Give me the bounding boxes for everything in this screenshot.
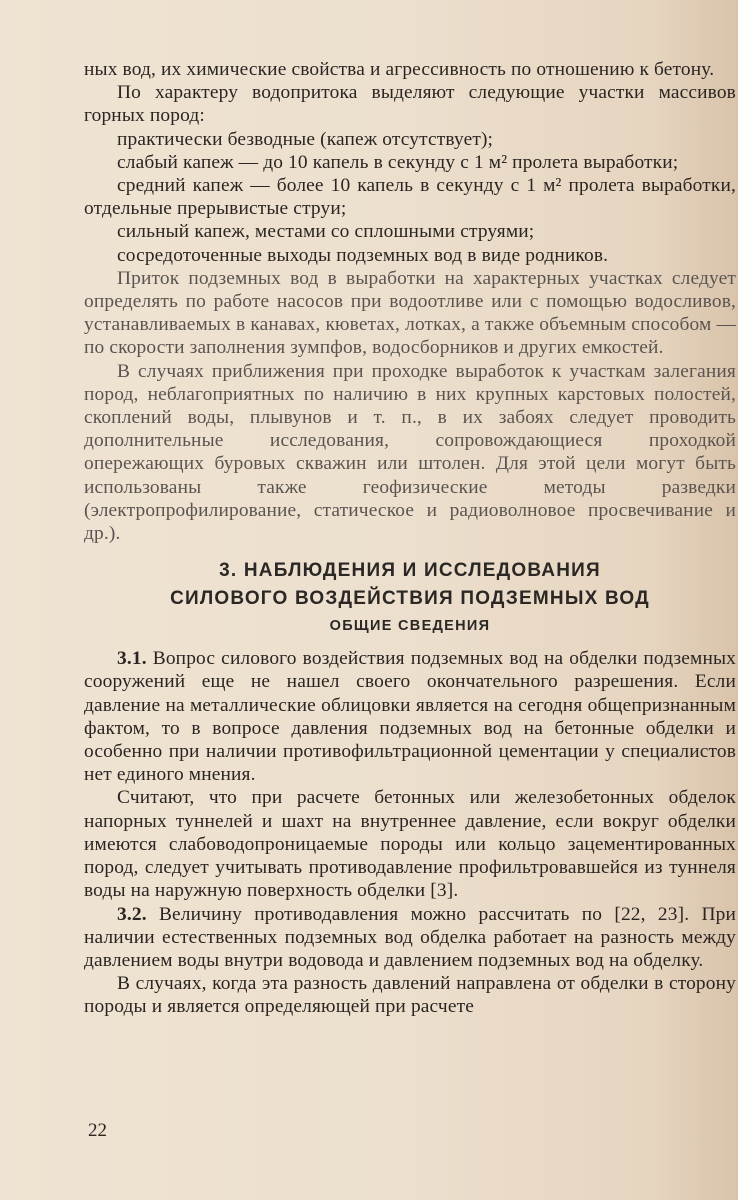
list-item-dry: практически безводные (капеж отсутствует); [117, 128, 494, 150]
list-item-weak-drip: слабый капеж — до 10 капель в секунду с 1 м² пролета выработки; [117, 151, 679, 173]
paragraph-continuation: ных вод, их химические свойства и агрессивность по отношению к бетону. [84, 59, 715, 80]
clause-3-1 [84, 647, 736, 786]
paragraph-inflow-measurement: Приток подземных вод в выработки на характерных участках следует определять по работе насосов при водоотливе или с помощью водосливов, устанавливаемых в канавах, кюветах, лотках, а также объемным способом — по скорости заполнения зумпфов, водосборников и других емкостей. [84, 267, 736, 359]
list-item-strong-drip: сильный капеж, местами со сплошными струями; [117, 221, 535, 243]
clause-3-2 [84, 903, 736, 973]
clause-3-1-number: 3.1. [117, 648, 147, 670]
list-item-springs: сосредоточенные выходы подземных вод в виде родников. [117, 244, 609, 266]
paragraph-karst-approach: В случаях приближения при проходке выработок к участкам залегания пород, неблагоприятных по наличию в них крупных карстовых полостей, скоплений воды, плывунов и т. п., в их забоях следует проводить дополнительные исследования, сопровождающиеся проходкой опережающих буровых скважин или штолен. Для этой цели могут быть использованы также геофизические методы разведки (электропрофилирование, статическое и радиоволновое просвечивание и др.). [84, 360, 736, 545]
section-heading-line2: СИЛОВОГО ВОЗДЕЙСТВИЯ ПОДЗЕМНЫХ ВОД [170, 588, 650, 610]
paragraph-pressure-difference: В случаях, когда эта разность давлений направлена от обделки в сторону породы и является определяющей при расчете [84, 973, 736, 1018]
clause-3-2-number: 3.2. [117, 903, 147, 925]
list-item-medium-drip: средний капеж — более 10 капель в секунду с 1 м² пролета выработки, отдельные прерывистые струи; [84, 175, 736, 220]
page-body [84, 58, 736, 1019]
paragraph-water-inflow-intro: По характеру водопритока выделяют следующие участки массивов горных пород: [84, 82, 736, 127]
page-number: 22 [88, 1120, 107, 1141]
clause-3-2-text: Величину противодавления можно рассчитать по [22, 23]. При наличии естественных подземных вод обделка работает на разность между давлением воды внутри водовода и давлением подземных вод на обделку. [84, 903, 736, 971]
paragraph-counterpressure: Считают, что при расчете бетонных или железобетонных обделок напорных туннелей и шахт на внутреннее давление, если вокруг обделки имеются слабоводопроницаемые породы или кольцо зацементированных пород, следует учитывать противодавление профильтровавшейся из туннеля воды на наружную поверхность обделки [3]. [84, 787, 736, 902]
clause-3-1-text: Вопрос силового воздействия подземных вод на обделки подземных сооружений еще не нашел своего окончательного разрешения. Если давление на металлические облицовки является на сегодня общепризнанным фактом, то в вопросе давления подземных вод на бетонные обделки и особенно при наличии противофильтрационной цементации у специалистов нет единого мнения. [84, 648, 737, 786]
section-subheading: ОБЩИЕ СВЕДЕНИЯ [329, 618, 491, 635]
section-heading-line1: 3. НАБЛЮДЕНИЯ И ИССЛЕДОВАНИЯ [219, 560, 601, 582]
